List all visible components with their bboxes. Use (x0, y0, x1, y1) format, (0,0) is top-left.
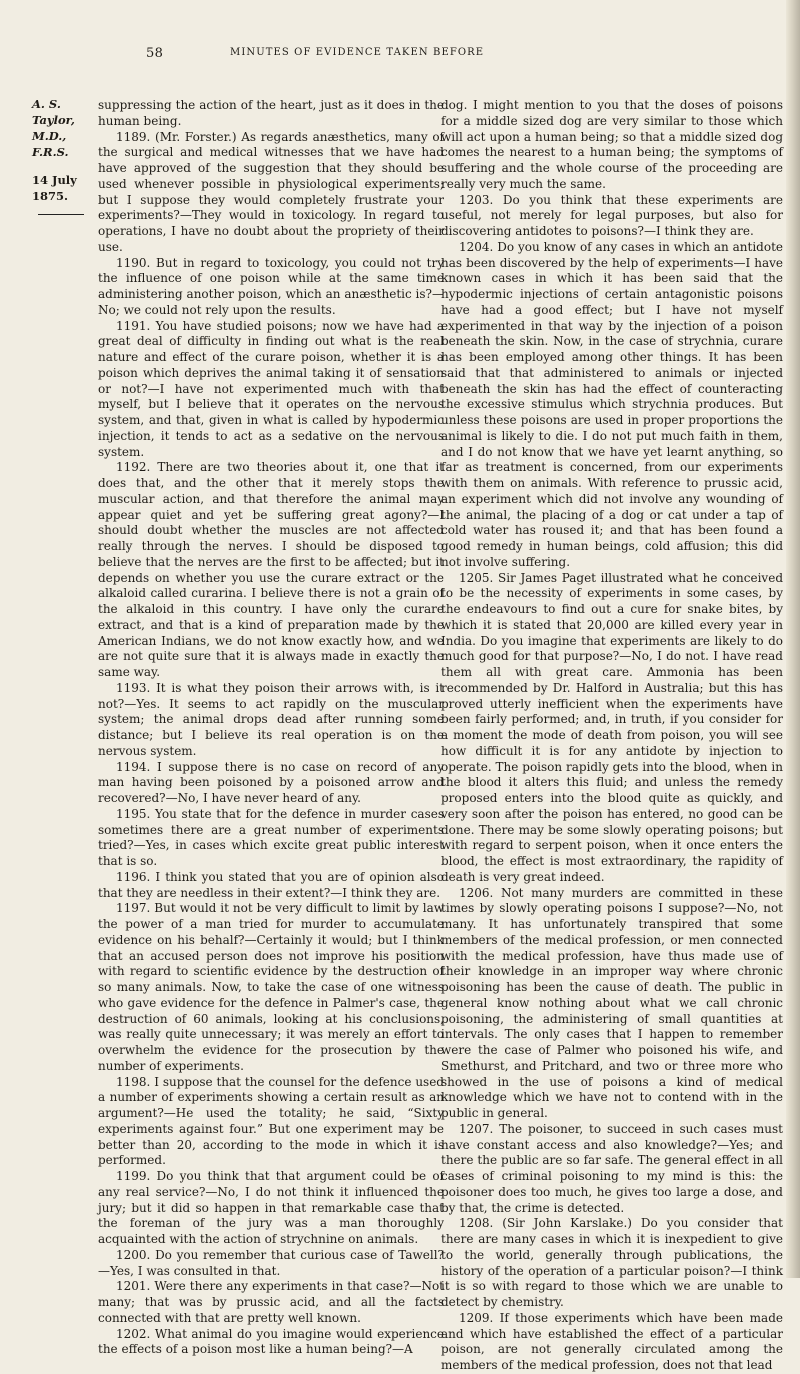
evidence-paragraph: 1199. Do you think that that argument could be of any real service?—No, I do not think it influenced the jury; but it did so happen in that remarkable case that the foreman of the jury was a man thoroughly acquainted with the action of strychnine on animals. (98, 1169, 444, 1246)
evidence-paragraph: 1195. You state that for the defence in murder cases sometimes there are a great number of experiments tried?—Yes, in cases which excite great public interest that is so. (98, 806, 444, 868)
page-number: 58 (146, 46, 164, 61)
evidence-paragraph: 1209. If those experiments which have been made and which have established the effect of a particular poison, are not generally circulated among the members of the medical profession, does not that lead (441, 1310, 783, 1372)
evidence-paragraph: 1191. You have studied poisons; now we have had a great deal of difficulty in finding out what is the real nature and effect of the curare poison, whether it is a poison which deprives the animal taking it of sensation or not?—I have not experimented much with that myself, but I believe that it operates on the nervous system, and that, given in what is called by hypodermic injection, it tends to act as a sedative on the nervous system. (98, 318, 444, 459)
evidence-paragraph: 1201. Were there any experiments in that case?—Not many; that was by prussic acid, and all the facts connected with that are pretty well known. (98, 1279, 444, 1325)
evidence-paragraph: 1194. I suppose there is no case on record of any man having been poisoned by a poisoned arrow and recovered?—No, I have never heard of any. (98, 759, 444, 805)
evidence-paragraph: 1198. I suppose that the counsel for the defence used a number of experiments showing a certain result as an argument?—He used the totality; he said, “Sixty experiments against four.” But one experiment may be better than 20, according to the mode in which it is performed. (98, 1074, 444, 1168)
evidence-paragraph: 1196. I think you stated that you are of opinion also that they are needless in their extent?—I think they are. (98, 869, 444, 900)
hearing-date: 14 July 1875. (32, 173, 77, 203)
evidence-paragraph: 1190. But in regard to toxicology, you could not try the influence of one poison while at the same time administering another poison, which an anæsthetic is?—No; we could not rely upon the results. (98, 255, 444, 317)
evidence-paragraph: 1204. Do you know of any cases in which an antidote has been discovered by the help of experiments—I have known cases in which it has been said that the hypodermic injections of certain antagonistic poisons have had a good effect; but I have not myself experimented in that way by the injection of a poison beneath the skin. Now, in the case of strychnia, curare has been employed among other things. It has been said that that administered to animals or injected beneath the skin has had the effect of counteracting the excessive stimulus which strychnia produces. But unless these poisons are used in proper proportions the animal is likely to die. I do not put much faith in them, and I do not know that we have yet learnt anything, so far as treatment is concerned, from our experiments with them on animals. With reference to prussic acid, an experiment which did not involve any wounding of the animal, the placing of a dog or cat under a tap of cold water has roused it; and that has been found a good remedy in human beings, cold affusion; this did not involve suffering. (441, 239, 783, 569)
witness-name: A. S. Taylor, M.D., F.R.S. (32, 97, 75, 159)
evidence-paragraph: 1206. Not many murders are committed in these times by slowly operating poisons I suppose?—No, not many. It has unfortunately transpired that some members of the medical profession, or men connected with the medical profession, have thus made use of their knowledge in an improper way where chronic poisoning has been the cause of death. The public in general know nothing about what we call chronic poisoning, the administering of small quantities at intervals. The only cases that I happen to remember were the case of Palmer who poisoned his wife, and Smethurst, and Pritchard, and two or three more who showed in the use of poisons a kind of medical knowledge which we have not to contend with in the public in general. (441, 885, 783, 1120)
evidence-paragraph: dog. I might mention to you that the doses of poisons for a middle sized dog are very similar to those which will act upon a human being; so that a middle sized dog comes the nearest to a human being; the symptoms of suffering and the whole course of the proceeding are really very much the same. (441, 98, 783, 191)
evidence-paragraph: 1197. But would it not be very difficult to limit by law the power of a man tried for murder to accumulate evidence on his behalf?—Certainly it would; but I think that an accused person does not improve his position with regard to scientific evidence by the destruction of so many animals. Now, to take the case of one witness who gave evidence for the defence in Palmer's case, the destruction of 60 animals, looking at his conclusions, was really quite unnecessary; it was merely an effort to overwhelm the evidence for the prosecution by the number of experiments. (98, 901, 444, 1073)
evidence-paragraph: 1207. The poisoner, to succeed in such cases must have constant access and also knowledge?—Yes; and there the public are so far safe. The general effect in all cases of criminal poisoning to my mind is this: the poisoner does too much, he gives too large a dose, and by that, the crime is detected. (441, 1121, 783, 1215)
evidence-paragraph: 1208. (Sir John Karslake.) Do you consider that there are many cases in which it is inexpedient to give to the world, generally through publications, the history of the operation of a particular poison?—I think it is so with regard to those which we are unable to detect by chemistry. (441, 1216, 783, 1309)
running-head: MINUTES OF EVIDENCE TAKEN BEFORE (230, 47, 485, 58)
margin-rule (38, 214, 84, 215)
right-column (441, 98, 783, 1372)
book-binding-edge (786, 0, 800, 1278)
left-column (98, 98, 444, 1357)
evidence-paragraph: 1189. (Mr. Forster.) As regards anæsthetics, many of the surgical and medical witnesses that we have had have approved of the suggestion that they should be used whenever possible in physiological experiments; but I suppose they would completely frustrate your experiments?—They would in toxicology. In regard to operations, I have no doubt about the propriety of their use. (98, 129, 444, 254)
evidence-paragraph: 1192. There are two theories about it, one that it does that, and the other that it merely stops the muscular action, and that therefore the animal may appear quiet and yet be suffering great agony?—I should doubt whether the muscles are not affected really through the nerves. I should be disposed to believe that the nerves are the first to be affected; but it depends on whether you use the curare extract or the alkaloid called curarina. I believe there is not a grain of the alkaloid in this country. I have only the curare extract, and that is a kind of preparation made by the American Indians, we do not know exactly how, and we are not quite sure that it is always made in exactly the same way. (98, 460, 444, 679)
evidence-paragraph: 1205. Sir James Paget illustrated what he conceived to be the necessity of experiments in some cases, by the endeavours to find out a cure for snake bites, by which it is stated that 20,000 are killed every year in India. Do you imagine that experiments are likely to do much good for that purpose?—No, I do not. I have read them all with great care. Ammonia has been recommended by Dr. Halford in Australia; but this has proved utterly inefficient when the experiments have been fairly performed; and, in truth, if you consider for a moment the mode of death from poison, you will see how difficult it is for any antidote by injection to operate. The poison rapidly gets into the blood, when in the blood it alters this fluid; and unless the remedy proposed enters into the blood quite as quickly, and very soon after the poison has entered, no good can be done. There may be some slowly operating poisons; but with regard to serpent poison, when it once enters the blood, the effect is most extraordinary, the rapidity of death is very great indeed. (441, 570, 783, 884)
evidence-paragraph: 1202. What animal do you imagine would experience the effects of a poison most like a human being?—A (98, 1326, 444, 1357)
evidence-paragraph: suppressing the action of the heart, just as it does in the human being. (98, 98, 444, 128)
evidence-paragraph: 1200. Do you remember that curious case of Tawell?—Yes, I was consulted in that. (98, 1247, 444, 1278)
evidence-paragraph: 1193. It is what they poison their arrows with, is it not?—Yes. It seems to act rapidly on the muscular system; the animal drops dead after running some distance; but I believe its real operation is on the nervous system. (98, 680, 444, 758)
evidence-paragraph: 1203. Do you think that these experiments are useful, not merely for legal purposes, but also for discovering antidotes to poisons?—I think they are. (441, 192, 783, 238)
margin-note (32, 96, 92, 215)
